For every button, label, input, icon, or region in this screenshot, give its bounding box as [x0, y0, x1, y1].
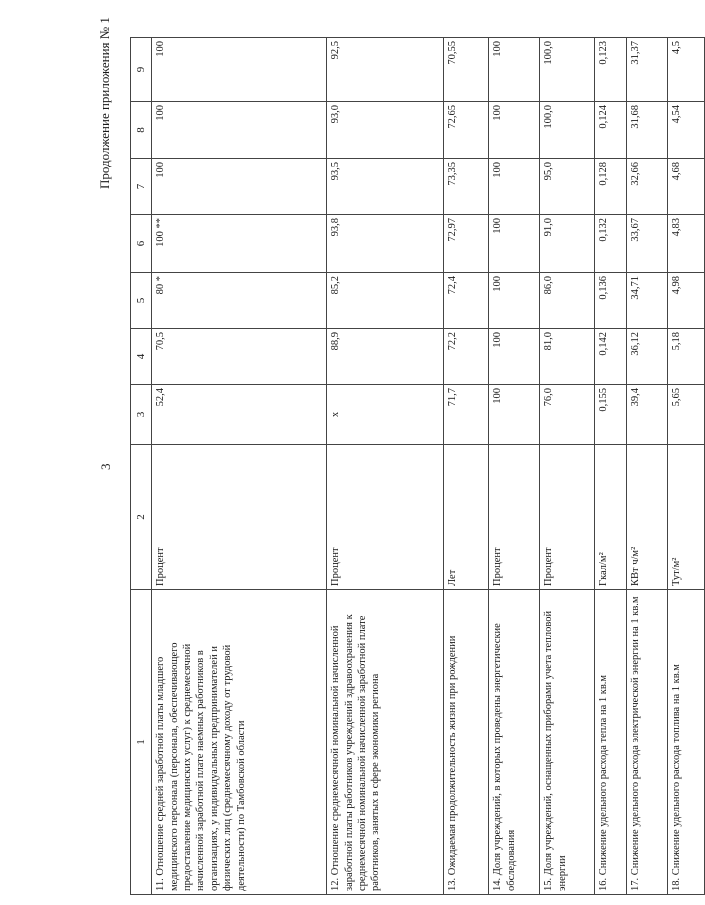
- value-cell: 100: [489, 329, 540, 385]
- value-cell: 4,83: [668, 215, 705, 273]
- value-cell: 4,68: [668, 159, 705, 215]
- header-cell: 7: [131, 159, 152, 215]
- value-cell: 80 *: [152, 273, 327, 329]
- value-cell: 72,2: [444, 329, 489, 385]
- header-cell: 1: [131, 590, 152, 895]
- indicator-name: 11. Отношение средней заработной платы младшего медицинского персонала (персонала, обеспечивающего предоставление медицинских услуг) к среднемесячной начисленной заработной плате наемных работников в организациях, у индивидуальных предпринимателей и физических лиц (среднемесячному доходу от трудовой деятельности) по Тамбовской области: [152, 590, 327, 895]
- unit-cell: Тут/м²: [668, 445, 705, 590]
- indicator-name: 17. Снижение удельного расхода электрической энергии на 1 кв.м: [627, 590, 668, 895]
- value-cell: 100,0: [540, 38, 595, 102]
- value-cell: 81,0: [540, 329, 595, 385]
- table-row: [540, 38, 595, 895]
- value-cell: 100: [489, 215, 540, 273]
- indicator-table: [130, 37, 705, 895]
- value-cell: 92,5: [327, 38, 444, 102]
- value-cell: 0,123: [595, 38, 627, 102]
- value-cell: 71,7: [444, 385, 489, 445]
- value-cell: 100 **: [152, 215, 327, 273]
- value-cell: 88,9: [327, 329, 444, 385]
- value-cell: 100: [489, 273, 540, 329]
- unit-cell: КВт ч/м²: [627, 445, 668, 590]
- value-cell: 95,0: [540, 159, 595, 215]
- table-header-row: [131, 38, 152, 895]
- value-cell: 39,4: [627, 385, 668, 445]
- indicator-name: 18. Снижение удельного расхода топлива на 1 кв.м: [668, 590, 705, 895]
- value-cell: 100: [489, 385, 540, 445]
- value-cell: 86,0: [540, 273, 595, 329]
- value-cell: 0,155: [595, 385, 627, 445]
- unit-cell: Гкал/м²: [595, 445, 627, 590]
- value-cell: 100: [152, 102, 327, 159]
- table-row: [489, 38, 540, 895]
- value-cell: 70,55: [444, 38, 489, 102]
- value-cell: 100,0: [540, 102, 595, 159]
- unit-cell: Процент: [489, 445, 540, 590]
- value-cell: 100: [152, 38, 327, 102]
- value-cell: 52,4: [152, 385, 327, 445]
- unit-cell: Процент: [152, 445, 327, 590]
- table-row: [327, 38, 444, 895]
- indicator-name: 15. Доля учреждений, оснащенных приборами учета тепловой энергии: [540, 590, 595, 895]
- value-cell: 100: [489, 38, 540, 102]
- header-cell: 4: [131, 329, 152, 385]
- value-cell: 72,97: [444, 215, 489, 273]
- indicator-name: 14. Доля учреждений, в которых проведены энергетические обследования: [489, 590, 540, 895]
- value-cell: 32,66: [627, 159, 668, 215]
- table-row: [595, 38, 627, 895]
- indicator-name: 16. Снижение удельного расхода тепла на 1 кв.м: [595, 590, 627, 895]
- value-cell: 85,2: [327, 273, 444, 329]
- unit-cell: Лет: [444, 445, 489, 590]
- value-cell: 5,65: [668, 385, 705, 445]
- value-cell: 0,128: [595, 159, 627, 215]
- value-cell: 0,124: [595, 102, 627, 159]
- indicator-name: 13. Ожидаемая продолжительность жизни при рождении: [444, 590, 489, 895]
- value-cell: 100: [489, 159, 540, 215]
- table-row: [152, 38, 327, 895]
- header-cell: 2: [131, 445, 152, 590]
- value-cell: 4,5: [668, 38, 705, 102]
- table-row: [627, 38, 668, 895]
- value-cell: 4,98: [668, 273, 705, 329]
- value-cell: 33,67: [627, 215, 668, 273]
- value-cell: 100: [152, 159, 327, 215]
- value-cell: 31,68: [627, 102, 668, 159]
- table-row: [444, 38, 489, 895]
- value-cell: 36,12: [627, 329, 668, 385]
- value-cell: 72,4: [444, 273, 489, 329]
- value-cell: 0,142: [595, 329, 627, 385]
- value-cell: 4,54: [668, 102, 705, 159]
- header-cell: 9: [131, 38, 152, 102]
- value-cell: х: [327, 385, 444, 445]
- value-cell: 93,5: [327, 159, 444, 215]
- value-cell: 70,5: [152, 329, 327, 385]
- value-cell: 0,136: [595, 273, 627, 329]
- header-cell: 8: [131, 102, 152, 159]
- value-cell: 76,0: [540, 385, 595, 445]
- indicator-name: 12. Отношение среднемесячной номинальной начисленной заработной платы работников учреждений здравоохранения к среднемесячной номинальной начисленной заработной плате работников, занятых в сфере экономики региона: [327, 590, 444, 895]
- value-cell: 72,65: [444, 102, 489, 159]
- page-number: 3: [98, 463, 113, 470]
- value-cell: 93,0: [327, 102, 444, 159]
- value-cell: 5,18: [668, 329, 705, 385]
- value-cell: 91,0: [540, 215, 595, 273]
- value-cell: 34,71: [627, 273, 668, 329]
- unit-cell: Процент: [540, 445, 595, 590]
- value-cell: 31,37: [627, 38, 668, 102]
- value-cell: 93,8: [327, 215, 444, 273]
- header-cell: 3: [131, 385, 152, 445]
- header-cell: 5: [131, 273, 152, 329]
- value-cell: 73,35: [444, 159, 489, 215]
- appendix-label: Продолжение приложения № 1: [97, 17, 112, 189]
- value-cell: 0,132: [595, 215, 627, 273]
- table-row: [668, 38, 705, 895]
- unit-cell: Процент: [327, 445, 444, 590]
- header-cell: 6: [131, 215, 152, 273]
- value-cell: 100: [489, 102, 540, 159]
